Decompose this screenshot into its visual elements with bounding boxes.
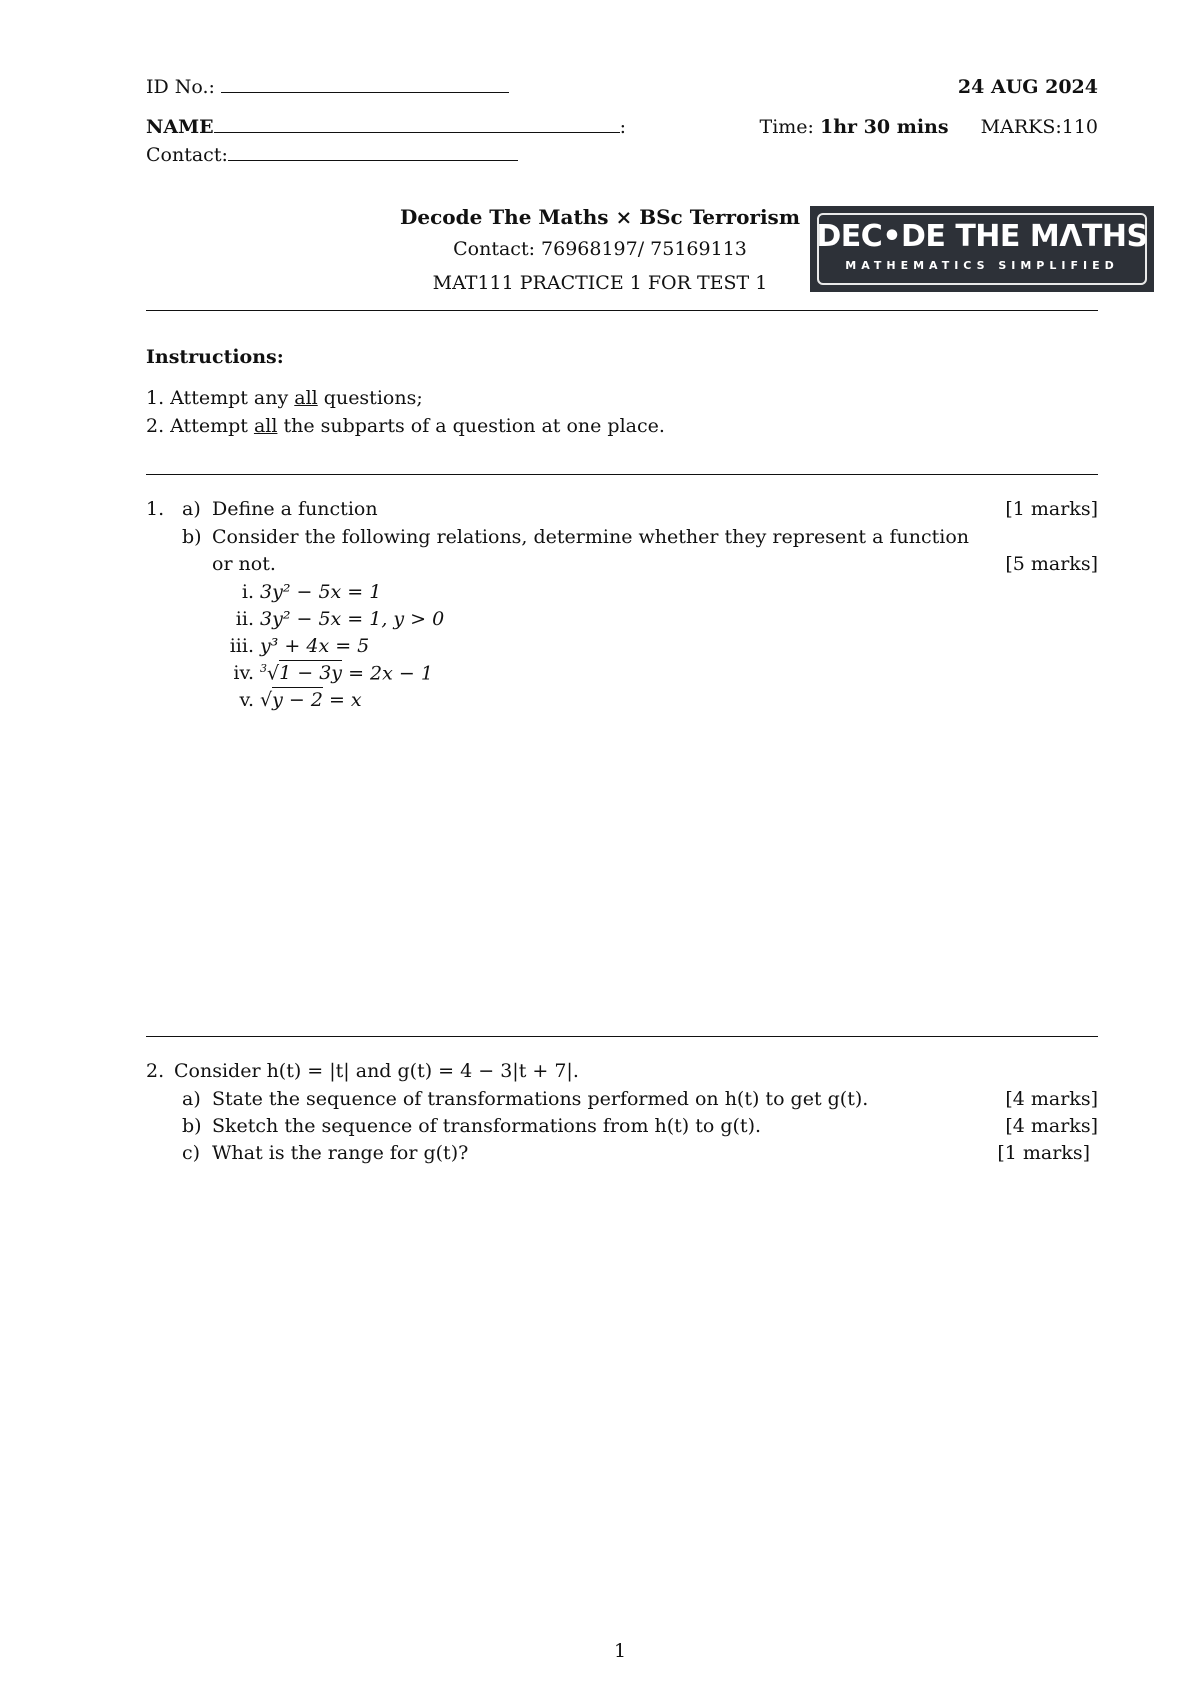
question-2b-text: Sketch the sequence of transformations from h(t) to g(t). — [212, 1115, 762, 1137]
time-label: Time: — [759, 116, 814, 138]
course-title: Decode The Maths × BSc Terrorism — [400, 205, 800, 229]
relation-ii-expr: 3y² − 5x = 1, y > 0 — [260, 608, 445, 630]
instruction-1-prefix: 1. Attempt any — [146, 387, 295, 409]
question-2a-label: a) — [182, 1088, 201, 1110]
practice-title: MAT111 PRACTICE 1 FOR TEST 1 — [432, 272, 768, 294]
question-2b-label: b) — [182, 1115, 202, 1137]
page-number: 1 — [613, 1640, 627, 1662]
relation-v-label: v. — [239, 689, 254, 711]
relation-v-expr — [260, 689, 362, 711]
id-input-line[interactable] — [221, 92, 509, 93]
instruction-item-1 — [146, 387, 423, 409]
decode-the-maths-logo — [810, 206, 1154, 292]
question-2b-marks: [4 marks] — [1005, 1115, 1098, 1137]
question-2a-text: State the sequence of transformations performed on h(t) to get g(t). — [212, 1088, 869, 1110]
relation-iv-expr — [260, 662, 433, 684]
question-2a-marks: [4 marks] — [1005, 1088, 1098, 1110]
question-2c-label: c) — [182, 1142, 201, 1164]
name-input-line[interactable] — [214, 132, 620, 133]
name-field — [146, 116, 626, 138]
contact-label: Contact: — [146, 144, 228, 166]
relation-iii-expr: y³ + 4x = 5 — [260, 635, 370, 657]
relation-iv-rest: = 2x − 1 — [342, 662, 433, 685]
instruction-2-prefix: 2. Attempt — [146, 415, 254, 437]
question-1b-text-line2: or not. — [212, 553, 276, 575]
name-colon: : — [619, 116, 627, 138]
time-value: 1hr 30 mins — [820, 116, 949, 138]
radical-sign-icon: √ — [267, 662, 280, 685]
instruction-2-suffix: the subparts of a question at one place. — [277, 415, 665, 437]
radical-sign-icon: √ — [260, 689, 273, 711]
relation-ii-label: ii. — [235, 608, 254, 630]
logo-subtitle: MATHEMATICS SIMPLIFIED — [845, 259, 1119, 272]
question-2c-marks: [1 marks] — [997, 1142, 1090, 1164]
time-and-marks — [760, 116, 1098, 138]
id-field — [146, 76, 509, 98]
total-marks: MARKS:110 — [980, 116, 1098, 138]
contact-input-line[interactable] — [228, 160, 518, 161]
question-2c-text: What is the range for g(t)? — [212, 1142, 469, 1164]
question-1b-label: b) — [182, 526, 202, 548]
question-1b-text-line1: Consider the following relations, determine whether they represent a function — [212, 526, 969, 548]
question-2-intro: Consider h(t) = |t| and g(t) = 4 − 3|t + 7|. — [174, 1060, 579, 1082]
course-contact: Contact: 76968197/ 75169113 — [453, 238, 747, 260]
instruction-2-emph: all — [253, 415, 278, 437]
divider-question-2 — [146, 1036, 1098, 1037]
relation-iv-label: iv. — [233, 662, 254, 684]
instruction-1-emph: all — [294, 387, 318, 409]
relation-i-label: i. — [241, 581, 254, 603]
relation-v-radicand: y − 2 — [272, 689, 323, 711]
question-2-number: 2. — [146, 1060, 165, 1082]
relation-v-rest: = x — [322, 689, 362, 711]
question-1b-marks: [5 marks] — [1005, 553, 1098, 575]
question-1a-label: a) — [182, 498, 201, 520]
relation-i-expr: 3y² − 5x = 1 — [260, 581, 382, 603]
question-1a-marks: [1 marks] — [1005, 498, 1098, 520]
divider-top — [146, 310, 1098, 311]
cube-root-index: 3 — [260, 662, 267, 675]
instructions-heading: Instructions: — [146, 346, 284, 368]
id-label: ID No.: — [146, 76, 215, 98]
divider-instructions — [146, 474, 1098, 475]
relation-iii-label: iii. — [229, 635, 254, 657]
instruction-item-2 — [146, 415, 665, 437]
name-label: NAME — [146, 116, 214, 138]
exam-date: 24 AUG 2024 — [957, 76, 1098, 98]
relation-iv-radicand: 1 − 3y — [279, 662, 343, 685]
contact-field — [146, 144, 518, 166]
question-1-number: 1. — [146, 498, 165, 520]
question-1a-text: Define a function — [212, 498, 378, 520]
logo-title: DEC•DE THE MΛTHS — [816, 219, 1148, 254]
instruction-1-suffix: questions; — [317, 387, 423, 409]
